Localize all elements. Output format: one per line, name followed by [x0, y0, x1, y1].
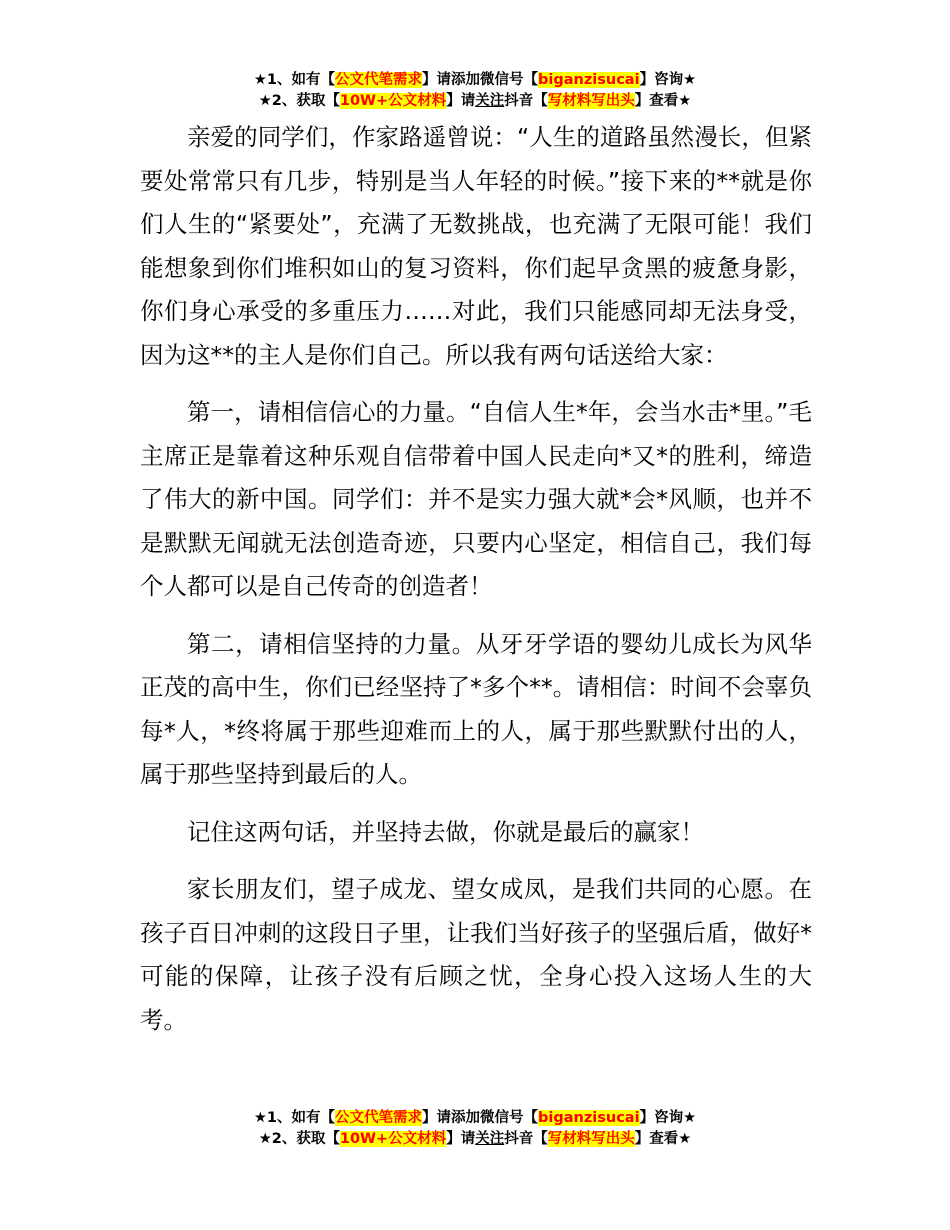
- banner-line-2: [0, 1129, 950, 1150]
- banner-text: ★2、获取【: [258, 1131, 340, 1147]
- underlined-follow: 关注: [475, 93, 505, 109]
- banner-text: 】咨询★: [639, 1110, 697, 1126]
- banner-text: 】请: [446, 93, 476, 109]
- banner-text: 】请添加微信号【: [422, 72, 539, 88]
- banner-text: ★1、如有【: [253, 72, 336, 88]
- banner-text: ★2、获取【: [258, 93, 340, 109]
- paragraph: 第一，请相信信心的力量。“自信人生*年，会当水击*里。”毛主席正是靠着这种乐观自信带着中国人民走向*又*的胜利，缔造了伟大的新中国。同学们：并不是实力强大就*会*风顺，也并不是默默无闻就无法创造奇迹，只要内心坚定，相信自己，我们每个人都可以是自己传奇的创造者！: [140, 398, 812, 600]
- paragraph: 第二，请相信坚持的力量。从牙牙学语的婴幼儿成长为风华正茂的高中生，你们已经坚持了*多个**。请相信：时间不会辜负每*人，*终将属于那些迎难而上的人，属于那些默默付出的人，属于那些坚持到最后的人。: [140, 629, 812, 788]
- highlight-douyin-account: 写材料写出头: [547, 93, 635, 109]
- paragraph: 记住这两句话，并坚持去做，你就是最后的赢家！: [187, 817, 704, 846]
- highlight-wechat-id: biganzisucai: [538, 1110, 640, 1126]
- highlight-materials: 10W+公文材料: [339, 93, 447, 109]
- banner-line-2: [0, 91, 950, 112]
- underlined-follow: 关注: [475, 1131, 505, 1147]
- footer-banner: [0, 1108, 950, 1150]
- banner-text: 抖音【: [504, 93, 548, 109]
- banner-text: 】请添加微信号【: [422, 1110, 539, 1126]
- banner-line-1: [0, 70, 950, 91]
- banner-text: 】查看★: [634, 1131, 692, 1147]
- highlight-service: 公文代笔需求: [335, 72, 423, 88]
- header-banner: [0, 70, 950, 112]
- banner-text: 抖音【: [504, 1131, 548, 1147]
- highlight-service: 公文代笔需求: [335, 1110, 423, 1126]
- banner-text: ★1、如有【: [253, 1110, 336, 1126]
- banner-text: 】请: [446, 1131, 476, 1147]
- banner-text: 】咨询★: [639, 72, 697, 88]
- paragraph: 亲爱的同学们，作家路遥曾说：“人生的道路虽然漫长，但紧要处常常只有几步，特别是当人年轻的时候。”接下来的**就是你们人生的“紧要处”，充满了无数挑战，也充满了无限可能！我们能想象到你们堆积如山的复习资料，你们起早贪黑的疲惫身影，你们身心承受的多重压力……对此，我们只能感同却无法身受，因为这**的主人是你们自己。所以我有两句话送给大家：: [140, 123, 812, 369]
- paragraph: 家长朋友们，望子成龙、望女成凤，是我们共同的心愿。在孩子百日冲刺的这段日子里，让我们当好孩子的坚强后盾，做好*可能的保障，让孩子没有后顾之忧，全身心投入这场人生的大考。: [140, 875, 812, 1034]
- banner-line-1: [0, 1108, 950, 1129]
- banner-text: 】查看★: [634, 93, 692, 109]
- document-body: [140, 116, 812, 1056]
- highlight-douyin-account: 写材料写出头: [547, 1131, 635, 1147]
- highlight-wechat-id: biganzisucai: [538, 72, 640, 88]
- highlight-materials: 10W+公文材料: [339, 1131, 447, 1147]
